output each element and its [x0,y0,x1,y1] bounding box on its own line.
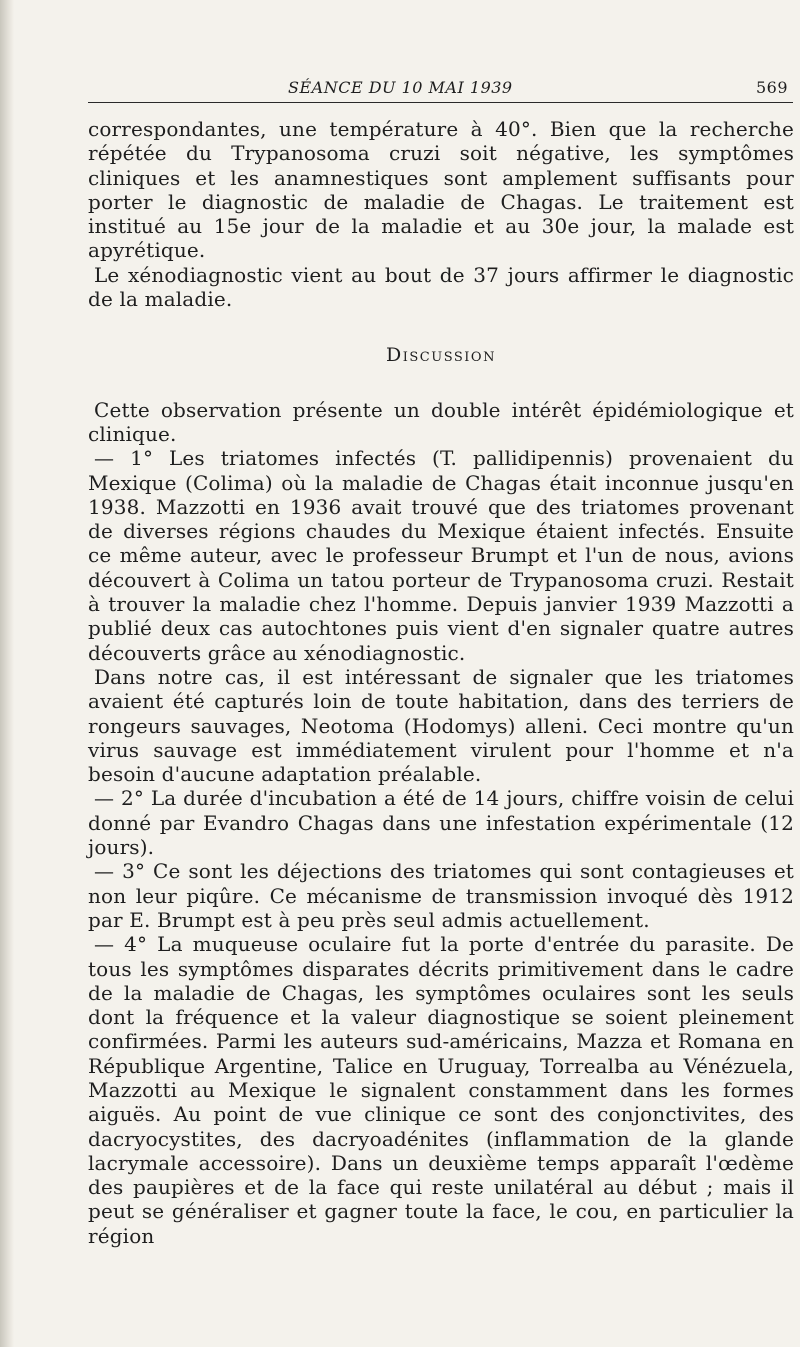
page-number: 569 [755,78,788,97]
header-rule [88,102,793,103]
paragraph-continued: correspondantes, une température à 40°. Bien que la recherche répétée du Trypanosoma cruzi soit négative, les symptômes cliniques et les anamnestiques sont amplement suffisants pour porter le diagnostic de maladie de Chagas. Le traitement est institué au 15e jour de la maladie et au 30e jour, la malade est apyrétique. [88,117,794,263]
page-binding-edge [0,0,14,1347]
paragraph-xenodiagnostic: Le xénodiagnostic vient au bout de 37 jours affirmer le diagnostic de la maladie. [88,262,794,312]
running-head [88,72,794,102]
paragraph-intro: Cette observation présente un double intérêt épidémiologique et clinique. [88,397,794,446]
section-title-discussion: Discussion [386,344,496,367]
running-title: SÉANCE DU 10 MAI 1939 [288,78,513,97]
paragraph-point-4: — 4° La muqueuse oculaire fut la porte d'entrée du parasite. De tous les symptômes disparates décrits primitivement dans le cadre de la maladie de Chagas, les symptômes oculaires sont les seuls dont la fréquence et la valeur diagnostique se soient pleinement confirmées. Parmi les auteurs sud-américains, Mazza et Romana en République Argentine, Talice en Uruguay, Torrealba au Vénézuela, Mazzotti au Mexique le signalent constamment dans les formes aiguës. Au point de vue clinique ce sont des conjonctivites, des dacryocystites, des dacryoadénites (inflammation de la glande lacrymale accessoire). Dans un deuxième temps apparaît l'œdème des paupières et de la face qui reste unilatéral au début ; mais il peut se généraliser et gagner toute la face, le cou, en particulier la région [88,932,794,1248]
body-text [88,117,794,1248]
paragraph-point-1: — 1° Les triatomes infectés (T. pallidipennis) provenaient du Mexique (Colima) où la maladie de Chagas était inconnue jusqu'en 1938. Mazzotti en 1936 avait trouvé que des triatomes provenant de diverses régions chaudes du Mexique étaient infectés. Ensuite ce même auteur, avec le professeur Brumpt et l'un de nous, avions découvert à Colima un tatou porteur de Trypanosoma cruzi. Restait à trouver la maladie chez l'homme. Depuis janvier 1939 Mazzotti a publié deux cas autochtones puis vient d'en signaler quatre autres découverts grâce au xénodiagnostic. [88,446,794,665]
paragraph-habitat: Dans notre cas, il est intéressant de signaler que les triatomes avaient été capturés loin de toute habitation, dans des terriers de rongeurs sauvages, Neotoma (Hodomys) alleni. Ceci montre qu'un virus sauvage est immédiatement virulent pour l'homme et n'a besoin d'aucune adaptation préalable. [88,664,794,787]
paragraph-point-3: — 3° Ce sont les déjections des triatomes qui sont contagieuses et non leur piqûre. Ce mécanisme de transmission invoqué dès 1912 par E. Brumpt est à peu près seul admis actuellement. [88,859,794,932]
paragraph-point-2: — 2° La durée d'incubation a été de 14 jours, chiffre voisin de celui donné par Evandro Chagas dans une infestation expérimentale (12 jours). [88,786,794,860]
journal-page [88,72,794,1248]
